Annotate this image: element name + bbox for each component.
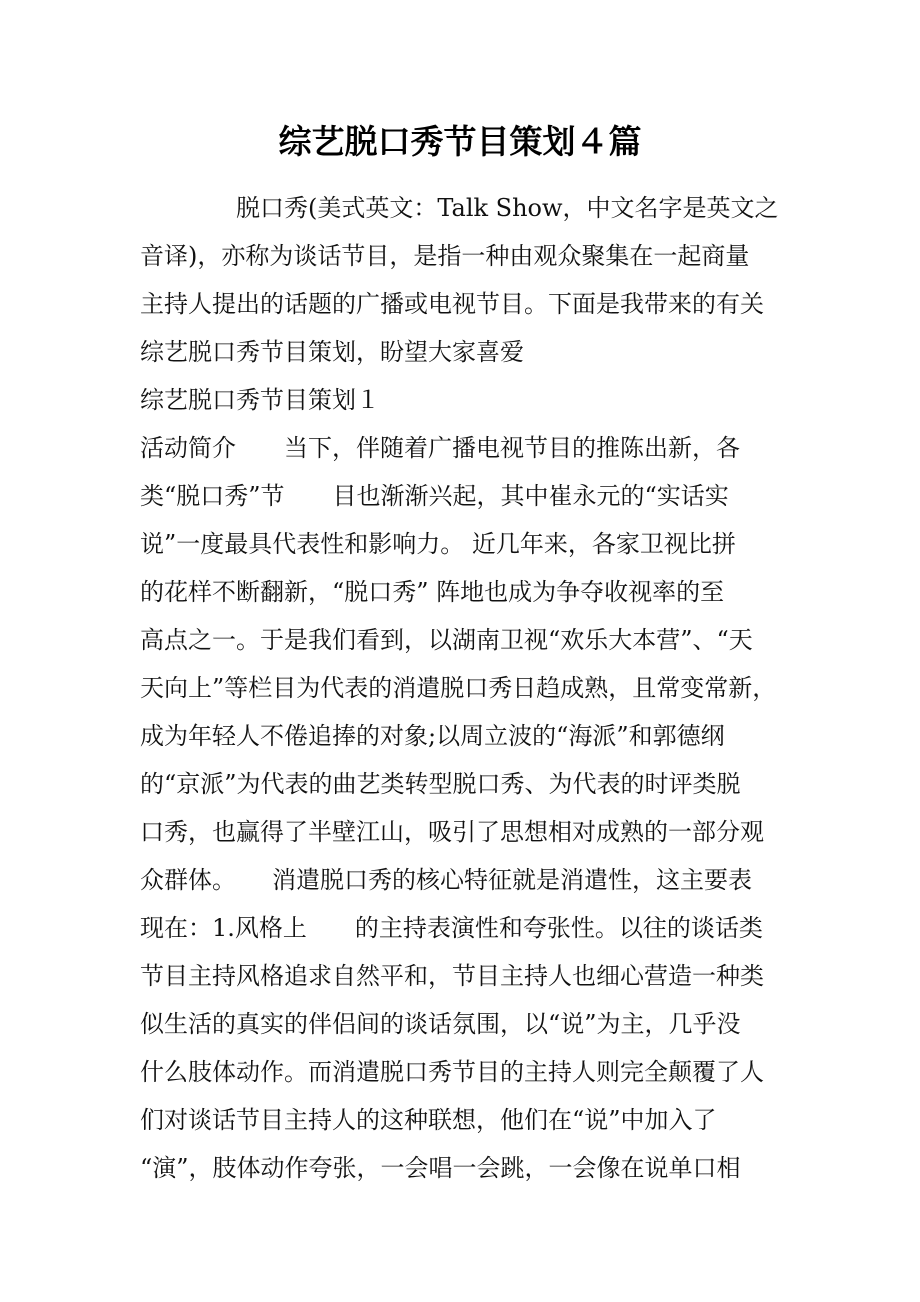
text-line: 活动简介 当下，伴随着广播电视节目的推陈出新，各 xyxy=(140,434,740,462)
text-line: 成为年轻人不倦追捧的对象;以周立波的“海派”和郭德纲 xyxy=(140,722,725,750)
text-line: 高点之一。于是我们看到，以湖南卫视“欢乐大本营”、“天 xyxy=(140,626,753,654)
text-line: 似生活的真实的伴侣间的谈话氛围，以“说”为主，几乎没 xyxy=(140,1010,741,1038)
text-line: 综艺脱口秀节目策划，盼望大家喜爱 xyxy=(140,338,524,366)
text-line: 的“京派”为代表的曲艺类转型脱口秀、为代表的时评类脱 xyxy=(140,770,741,798)
text-line: 音译)，亦称为谈话节目，是指一种由观众聚集在一起商量 xyxy=(140,242,750,270)
text-line: 众群体。 消遣脱口秀的核心特征就是消遣性，这主要表 xyxy=(140,866,752,894)
text-line: 类“脱口秀”节 目也渐渐兴起，其中崔永元的“实话实 xyxy=(140,482,729,510)
text-line: 现在：1.风格上 的主持表演性和夸张性。以往的谈话类 xyxy=(140,914,763,942)
text-line: “演”，肢体动作夸张，一会唱一会跳，一会像在说单口相 xyxy=(140,1154,741,1182)
section-heading: 综艺脱口秀节目策划１ xyxy=(140,386,380,414)
text-line: 说”一度最具代表性和影响力。 近几年来，各家卫视比拼 xyxy=(140,530,736,558)
text-line: 的花样不断翻新，“脱口秀” 阵地也成为争夺收视率的至 xyxy=(140,578,725,606)
text-line: 们对谈话节目主持人的这种联想，他们在“说”中加入了 xyxy=(140,1106,717,1134)
text-line: 节目主持风格追求自然平和，节目主持人也细心营造一种类 xyxy=(140,962,764,990)
text-line: 主持人提出的话题的广播或电视节目。下面是我带来的有关 xyxy=(140,290,764,318)
text-line: 脱口秀(美式英文：Talk Show，中文名字是英文之 xyxy=(140,194,779,222)
text-line: 天向上”等栏目为代表的消遣脱口秀日趋成熟，且常变常新， xyxy=(140,674,777,702)
document-title: 综艺脱口秀节目策划４篇 xyxy=(278,122,642,161)
text-line: 什么肢体动作。而消遣脱口秀节目的主持人则完全颠覆了人 xyxy=(140,1058,764,1086)
text-line: 口秀，也赢得了半壁江山，吸引了思想相对成熟的一部分观 xyxy=(140,818,764,846)
